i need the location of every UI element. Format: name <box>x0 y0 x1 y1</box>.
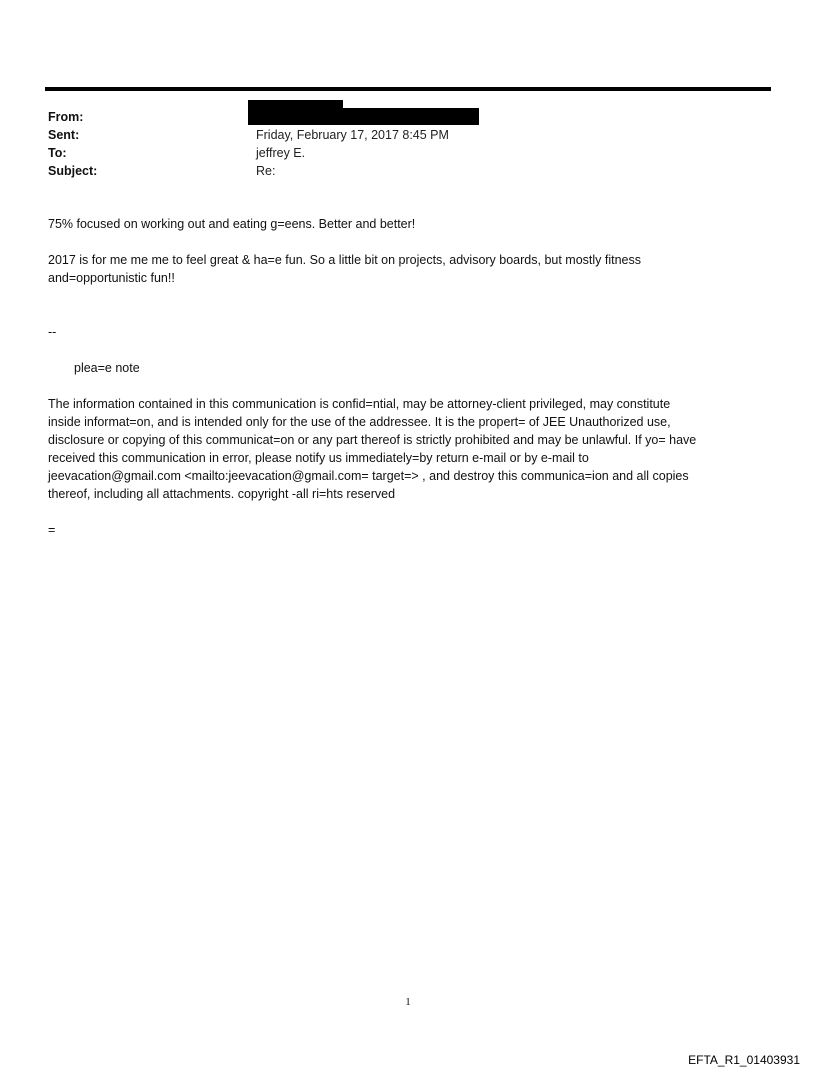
end-marker: = <box>48 523 56 537</box>
body-paragraph: 75% focused on working out and eating g=eens. Better and better! <box>48 217 416 231</box>
disclaimer-line: thereof, including all attachments. copyright -all ri=hts reserved <box>48 487 396 501</box>
note-line: plea=e note <box>74 361 140 375</box>
subject-label: Subject: <box>48 164 98 178</box>
disclaimer-line: inside informat=on, and is intended only for the use of the addressee. It is the propert= of JEE Unauthorized use, <box>48 415 671 429</box>
bates-number: EFTA_R1_01403931 <box>688 1053 800 1067</box>
redaction-block <box>248 108 479 125</box>
disclaimer-line: jeevacation@gmail.com <mailto:jeevacation@gmail.com= target=> , and destroy this communica=ion and all copies <box>48 469 689 483</box>
disclaimer-line: disclosure or copying of this communicat=on or any part thereof is strictly prohibited and may be unlawful. If yo= have <box>48 433 697 447</box>
body-line: and=opportunistic fun!! <box>48 271 175 285</box>
body-line: 2017 is for me me me to feel great & ha=e fun. So a little bit on projects, advisory boards, but mostly fitness <box>48 253 642 267</box>
disclaimer-line: The information contained in this communication is confid=ntial, may be attorney-client privileged, may constitute <box>48 397 671 411</box>
to-value: jeffrey E. <box>256 146 306 160</box>
from-label: From: <box>48 110 84 124</box>
signature-separator: -- <box>48 325 57 339</box>
page-number: 1 <box>405 996 411 1008</box>
sent-value: Friday, February 17, 2017 8:45 PM <box>256 128 449 142</box>
disclaimer-line: received this communication in error, please notify us immediately=by return e-mail or by e-mail to <box>48 451 589 465</box>
subject-value: Re: <box>256 164 276 178</box>
sent-label: Sent: <box>48 128 80 142</box>
to-label: To: <box>48 146 67 160</box>
header-rule <box>45 87 771 91</box>
